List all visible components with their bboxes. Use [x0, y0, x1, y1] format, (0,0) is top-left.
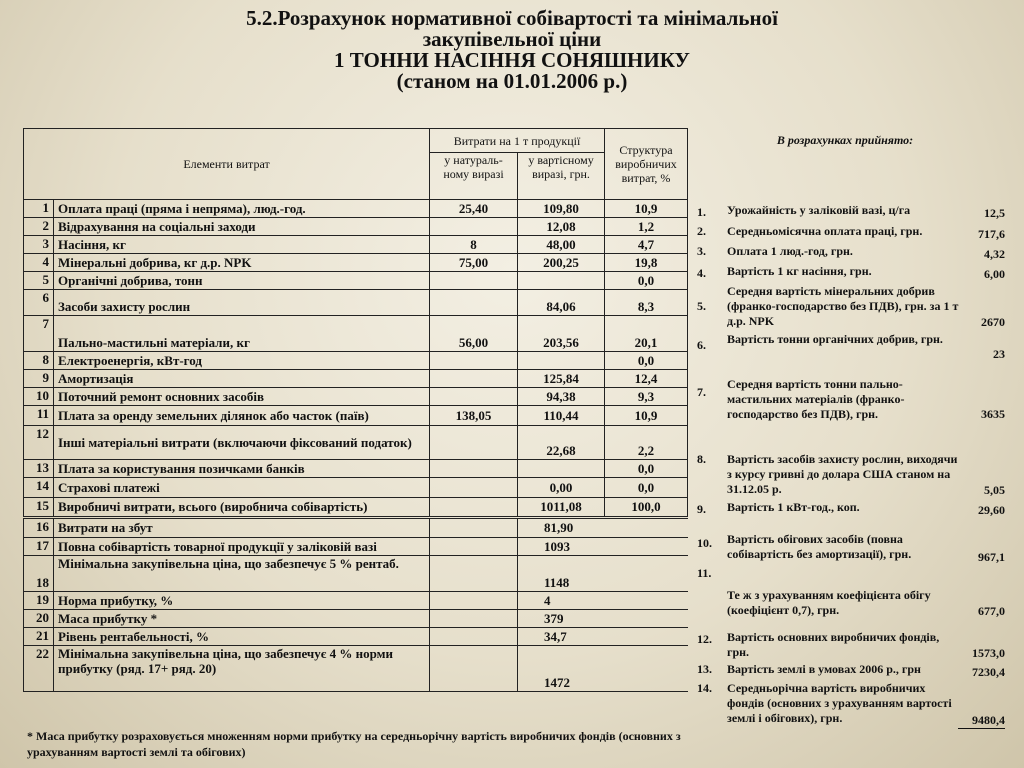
assumption-value: 29,60 [978, 503, 1005, 517]
row-structure: 10,9 [605, 200, 688, 218]
row-natural [430, 218, 518, 236]
row-number: 20 [24, 610, 54, 628]
assumption-number: 7. [697, 385, 706, 399]
row-natural [430, 426, 518, 460]
row-natural [430, 646, 518, 692]
table-row [24, 254, 688, 272]
row-structure: 0,0 [605, 478, 688, 498]
row-name: Повна собівартість товарної продукції у заліковій вазі [54, 538, 430, 556]
assumption-text: Урожайність у заліковій вазі, ц/га [727, 203, 911, 217]
table-row [24, 478, 688, 498]
assumption-item [697, 203, 1005, 219]
assumption-item [697, 377, 1005, 423]
assumption-value: 3635 [981, 407, 1005, 421]
row-name: Норма прибутку, % [54, 592, 430, 610]
row-natural: 8 [430, 236, 518, 254]
row-number: 2 [24, 218, 54, 236]
row-name: Рівень рентабельності, % [54, 628, 430, 646]
assumption-value: 2670 [981, 315, 1005, 329]
summary-rows [24, 518, 688, 692]
row-natural [430, 538, 518, 556]
assumption-item [697, 332, 1005, 364]
row-number: 10 [24, 388, 54, 406]
row-value: 34,7 [518, 628, 688, 646]
assumption-value: 967,1 [978, 550, 1005, 564]
row-natural: 25,40 [430, 200, 518, 218]
row-number: 14 [24, 478, 54, 498]
assumption-text: Оплата 1 люд.-год, грн. [727, 244, 853, 258]
row-value: 1148 [518, 556, 688, 592]
row-natural [430, 518, 518, 538]
assumption-item [697, 630, 1005, 662]
table-row [24, 200, 688, 218]
assumption-text: Вартість засобів захисту рослин, виходячи з курсу гривні до долара США станом на 31.12.05 р. [727, 452, 958, 496]
row-value: 4 [518, 592, 688, 610]
row-structure: 8,3 [605, 290, 688, 316]
table-row [24, 498, 688, 518]
row-natural [430, 592, 518, 610]
row-natural [430, 460, 518, 478]
table-row [24, 460, 688, 478]
assumption-text: Вартість 1 кВт-год., коп. [727, 500, 860, 514]
assumption-text: Вартість тонни органічних добрив, грн. [727, 332, 943, 346]
header-structure: Структура виробничих витрат, % [605, 129, 688, 200]
header-costs-group: Витрати на 1 т продукції [430, 129, 605, 153]
row-natural [430, 352, 518, 370]
row-number: 9 [24, 370, 54, 388]
cost-table [23, 128, 688, 692]
row-value [518, 352, 605, 370]
title-line-3: 1 ТОННИ НАСІННЯ СОНЯШНИКУ [334, 48, 690, 72]
row-value: 1093 [518, 538, 688, 556]
row-number: 5 [24, 272, 54, 290]
summary-row [24, 646, 688, 692]
row-name: Інші матеріальні витрати (включаючи фіксований податок) [54, 426, 430, 460]
table-row [24, 406, 688, 426]
assumption-number: 9. [697, 502, 706, 516]
row-value: 94,38 [518, 388, 605, 406]
assumption-item [697, 284, 1005, 330]
row-name: Поточний ремонт основних засобів [54, 388, 430, 406]
assumption-number: 2. [697, 224, 706, 238]
row-structure: 10,9 [605, 406, 688, 426]
row-natural [430, 272, 518, 290]
row-number: 17 [24, 538, 54, 556]
row-name: Мінеральні добрива, кг д.р. NPK [54, 254, 430, 272]
row-structure: 0,0 [605, 352, 688, 370]
summary-row [24, 610, 688, 628]
row-value: 110,44 [518, 406, 605, 426]
row-value: 1011,08 [518, 498, 605, 518]
table-row [24, 316, 688, 352]
assumption-value: 717,6 [978, 227, 1005, 241]
assumption-item [697, 662, 1005, 678]
assumption-text: Вартість землі в умовах 2006 р., грн [727, 662, 921, 676]
table-row [24, 388, 688, 406]
row-structure: 1,2 [605, 218, 688, 236]
assumption-number: 4. [697, 266, 706, 280]
row-name: Страхові платежі [54, 478, 430, 498]
header-natural: у натураль-ному виразі [430, 153, 518, 200]
summary-row [24, 538, 688, 556]
row-number: 3 [24, 236, 54, 254]
assumption-item [697, 566, 1005, 620]
assumption-value: 677,0 [978, 604, 1005, 618]
row-value: 203,56 [518, 316, 605, 352]
assumption-value: 6,00 [984, 267, 1005, 281]
table-row [24, 236, 688, 254]
assumption-value: 9480,4 [958, 713, 1005, 729]
header-elements: Елементи витрат [24, 129, 430, 200]
row-natural: 56,00 [430, 316, 518, 352]
row-name: Засоби захисту рослин [54, 290, 430, 316]
row-natural: 138,05 [430, 406, 518, 426]
assumptions-title: В розрахунках прийнято: [776, 133, 914, 147]
assumption-number: 12. [697, 632, 712, 646]
footnote: * Маса прибутку розраховується множенням норми прибутку на середньорічну вартість виробничих фондів (основних з урахуванням вартості землі та обігових) [27, 729, 681, 759]
row-number: 15 [24, 498, 54, 518]
assumption-item [697, 244, 1005, 260]
row-name: Пально-мастильні матеріали, кг [54, 316, 430, 352]
row-number: 16 [24, 518, 54, 538]
table-row [24, 290, 688, 316]
row-name: Маса прибутку * [54, 610, 430, 628]
row-name: Відрахування на соціальні заходи [54, 218, 430, 236]
row-natural [430, 628, 518, 646]
assumption-value: 5,05 [984, 483, 1005, 497]
row-number: 1 [24, 200, 54, 218]
row-name: Електроенергія, кВт-год [54, 352, 430, 370]
row-name: Насіння, кг [54, 236, 430, 254]
row-number: 19 [24, 592, 54, 610]
title-line-2: закупівельної ціни [422, 27, 602, 51]
row-number: 22 [24, 646, 54, 692]
row-number: 7 [24, 316, 54, 352]
assumption-number: 6. [697, 338, 706, 352]
row-name: Оплата праці (пряма і непряма), люд.-год. [54, 200, 430, 218]
row-number: 8 [24, 352, 54, 370]
row-structure: 4,7 [605, 236, 688, 254]
row-structure: 100,0 [605, 498, 688, 518]
cost-rows [24, 200, 688, 518]
summary-row [24, 628, 688, 646]
assumption-item [697, 452, 1005, 498]
assumption-number: 11. [697, 566, 712, 580]
row-natural [430, 610, 518, 628]
assumption-number: 8. [697, 452, 706, 466]
assumption-item [697, 264, 1005, 280]
assumption-text: Вартість 1 кг насіння, грн. [727, 264, 872, 278]
assumption-text: Середня вартість мінеральних добрив (франко-господарство без ПДВ), грн. за 1 т д.р. NPK [727, 284, 959, 328]
row-value [518, 272, 605, 290]
assumption-value: 1573,0 [972, 646, 1005, 660]
row-natural [430, 388, 518, 406]
row-name: Органічні добрива, тонн [54, 272, 430, 290]
assumption-value: 23 [993, 347, 1005, 361]
row-value: 81,90 [518, 518, 688, 538]
row-number: 4 [24, 254, 54, 272]
assumption-text: Середня вартість тонни пально-мастильних матеріалів (франко-господарство без ПДВ), грн. [727, 377, 905, 421]
row-value: 0,00 [518, 478, 605, 498]
table-row [24, 352, 688, 370]
assumption-value: 4,32 [984, 247, 1005, 261]
assumption-number: 3. [697, 244, 706, 258]
row-name: Амортизація [54, 370, 430, 388]
header-value: у вартісному виразі, грн. [518, 153, 605, 200]
assumption-item [697, 224, 1005, 240]
row-value: 12,08 [518, 218, 605, 236]
row-value [518, 460, 605, 478]
row-structure: 12,4 [605, 370, 688, 388]
page-title [0, 8, 1024, 92]
row-name: Мінімальна закупівельна ціна, що забезпечує 4 % норми прибутку (ряд. 17+ ряд. 20) [54, 646, 430, 692]
row-number: 13 [24, 460, 54, 478]
row-natural: 75,00 [430, 254, 518, 272]
row-structure: 0,0 [605, 272, 688, 290]
assumption-text: Середньомісячна оплата праці, грн. [727, 224, 923, 238]
row-value: 125,84 [518, 370, 605, 388]
row-name: Витрати на збут [54, 518, 430, 538]
table-row [24, 426, 688, 460]
row-number: 21 [24, 628, 54, 646]
row-structure: 20,1 [605, 316, 688, 352]
row-natural [430, 290, 518, 316]
row-natural [430, 478, 518, 498]
row-name: Виробничі витрати, всього (виробнича собівартість) [54, 498, 430, 518]
row-number: 18 [24, 556, 54, 592]
assumption-item [697, 532, 1005, 564]
row-value: 379 [518, 610, 688, 628]
row-value: 22,68 [518, 426, 605, 460]
row-structure: 0,0 [605, 460, 688, 478]
summary-row [24, 556, 688, 592]
assumption-item [697, 681, 1005, 727]
summary-row [24, 518, 688, 538]
assumption-text: Середньорічна вартість виробничих фондів (основних з урахуванням вартості землі і обігових), грн. [727, 681, 952, 725]
row-value: 84,06 [518, 290, 605, 316]
assumption-number: 13. [697, 662, 712, 676]
row-number: 6 [24, 290, 54, 316]
assumption-text: Вартість основних виробничих фондів, грн. [727, 630, 940, 659]
table-row [24, 218, 688, 236]
row-number: 12 [24, 426, 54, 460]
row-natural [430, 498, 518, 518]
row-number: 11 [24, 406, 54, 426]
assumption-number: 5. [697, 299, 706, 313]
row-natural [430, 556, 518, 592]
summary-row [24, 592, 688, 610]
assumption-item [697, 500, 1005, 516]
row-name: Плата за оренду земельних ділянок або часток (паїв) [54, 406, 430, 426]
row-structure: 2,2 [605, 426, 688, 460]
row-value: 200,25 [518, 254, 605, 272]
assumption-value: 12,5 [984, 206, 1005, 220]
assumption-number: 14. [697, 681, 712, 695]
row-name: Мінімальна закупівельна ціна, що забезпечує 5 % рентаб. [54, 556, 430, 592]
table-row [24, 272, 688, 290]
assumption-number: 10. [697, 536, 712, 550]
row-name: Плата за користування позичками банків [54, 460, 430, 478]
title-line-4: (станом на 01.01.2006 р.) [396, 69, 628, 93]
assumption-text: Те ж з урахуванням коефіцієнта обігу (коефіцієнт 0,7), грн. [727, 588, 931, 617]
row-structure: 9,3 [605, 388, 688, 406]
assumption-number: 1. [697, 205, 706, 219]
row-value: 1472 [518, 646, 688, 692]
title-line-1: 5.2.Розрахунок нормативної собівартості та мінімальної [246, 6, 778, 30]
row-value: 48,00 [518, 236, 605, 254]
row-structure: 19,8 [605, 254, 688, 272]
row-value: 109,80 [518, 200, 605, 218]
table-row [24, 370, 688, 388]
assumption-value: 7230,4 [972, 665, 1005, 679]
assumption-text: Вартість обігових засобів (повна собівартість без амортизації), грн. [727, 532, 912, 561]
row-natural [430, 370, 518, 388]
